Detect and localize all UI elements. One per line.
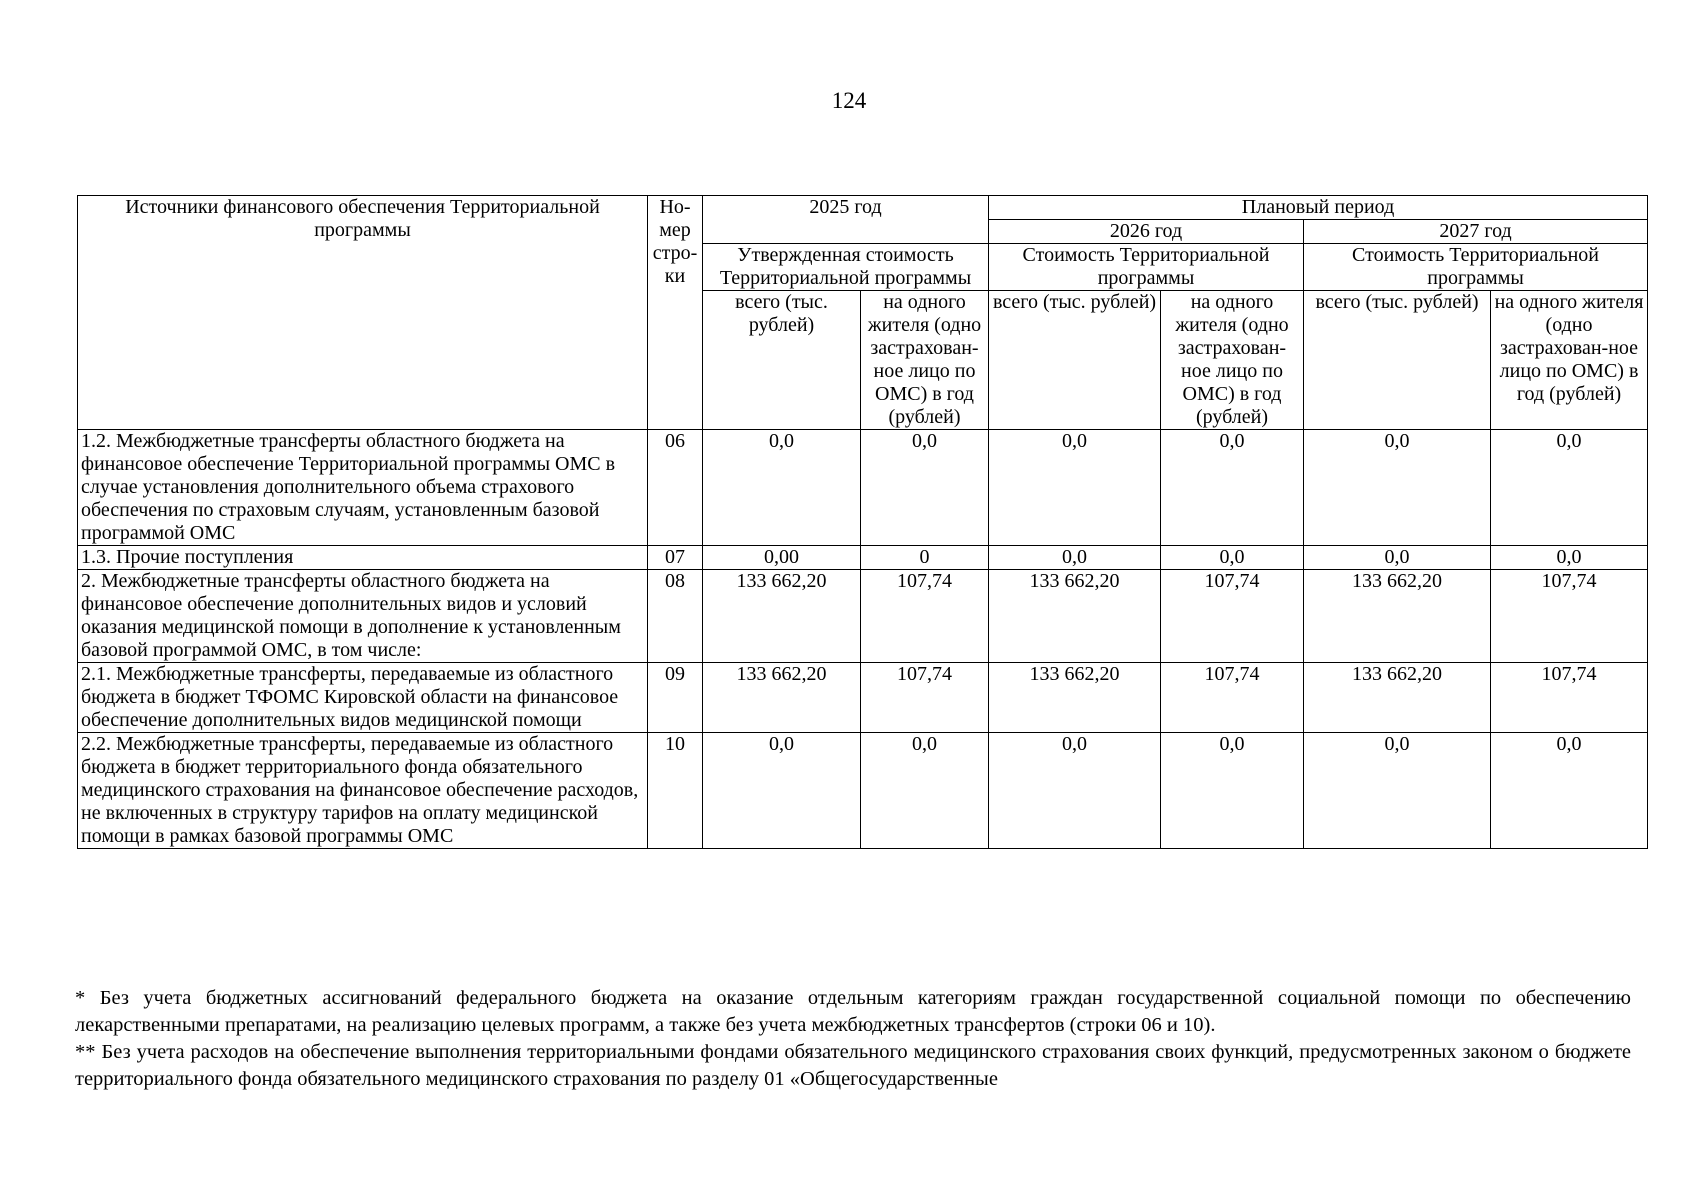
value-per-capita-2026: 107,74 [1161, 570, 1304, 663]
value-total-2025: 0,0 [703, 733, 861, 849]
header-source: Источники финансового обеспечения Территориальной программы [78, 196, 648, 430]
value-total-2027: 133 662,20 [1304, 570, 1491, 663]
value-total-2026: 133 662,20 [989, 663, 1161, 733]
page-number: 124 [831, 88, 867, 113]
value-total-2026: 0,0 [989, 546, 1161, 570]
header-total-2026: всего (тыс. рублей) [989, 291, 1161, 430]
value-total-2027: 0,0 [1304, 733, 1491, 849]
value-per-capita-2027: 107,74 [1491, 663, 1648, 733]
value-per-capita-2027: 107,74 [1491, 570, 1648, 663]
header-year-2026: 2026 год [989, 220, 1304, 244]
row-source: 1.2. Межбюджетные трансферты областного бюджета на финансовое обеспечение Территориальной программы ОМС в случае установления дополнительного объема страхового обеспечения по страховым случаям, установленным базовой программой ОМС [78, 430, 648, 546]
value-total-2025: 133 662,20 [703, 570, 861, 663]
value-per-capita-2025: 107,74 [861, 570, 989, 663]
table-row [78, 546, 1648, 570]
header-program-cost-2026: Стоимость Территориальной программы [989, 244, 1304, 291]
header-approved-cost: Утвержденная стоимость Территориальной программы [703, 244, 989, 291]
value-per-capita-2025: 0,0 [861, 430, 989, 546]
value-total-2025: 0,0 [703, 430, 861, 546]
value-per-capita-2025: 0 [861, 546, 989, 570]
value-total-2027: 0,0 [1304, 430, 1491, 546]
value-total-2025: 0,00 [703, 546, 861, 570]
value-per-capita-2026: 0,0 [1161, 733, 1304, 849]
value-per-capita-2027: 0,0 [1491, 430, 1648, 546]
row-number: 08 [648, 570, 703, 663]
footnote-2: ** Без учета расходов на обеспечение выполнения территориальными фондами обязательного медицинского страхования своих функций, предусмотренных законом о бюджете территориального фонда обязательного медицинского страхования по разделу 01 «Общегосударственные [75, 1041, 1631, 1090]
header-per-capita-2026: на одного жителя (одно застрахован-ное лицо по ОМС) в год (рублей) [1161, 291, 1304, 430]
table-row [78, 733, 1648, 849]
header-program-cost-2027: Стоимость Территориальной программы [1304, 244, 1648, 291]
header-total-2027: всего (тыс. рублей) [1304, 291, 1491, 430]
table-row [78, 570, 1648, 663]
value-per-capita-2026: 0,0 [1161, 430, 1304, 546]
value-total-2026: 0,0 [989, 430, 1161, 546]
value-total-2027: 133 662,20 [1304, 663, 1491, 733]
row-source: 1.3. Прочие поступления [78, 546, 648, 570]
header-year-2025: 2025 год [703, 196, 989, 244]
financing-table [77, 195, 1648, 849]
row-source: 2.2. Межбюджетные трансферты, передаваемые из областного бюджета в бюджет территориального фонда обязательного медицинского страхования на финансовое обеспечение расходов, не включенных в структуру тарифов на оплату медицинской помощи в рамках базовой программы ОМС [78, 733, 648, 849]
footnotes [75, 985, 1631, 1093]
value-per-capita-2027: 0,0 [1491, 733, 1648, 849]
footnote-1: * Без учета бюджетных ассигнований федерального бюджета на оказание отдельным категориям граждан государственной социальной помощи по обеспечению лекарственными препаратами, на реализацию целевых программ, а также без учета межбюджетных трансфертов (строки 06 и 10). [75, 987, 1631, 1036]
header-per-capita-2027: на одного жителя (одно застрахован-ное лицо по ОМС) в год (рублей) [1491, 291, 1648, 430]
header-row-number: Но-мер стро-ки [648, 196, 703, 430]
row-source: 2. Межбюджетные трансферты областного бюджета на финансовое обеспечение дополнительных видов и условий оказания медицинской помощи в дополнение к установленным базовой программой ОМС, в том числе: [78, 570, 648, 663]
value-total-2025: 133 662,20 [703, 663, 861, 733]
value-total-2026: 0,0 [989, 733, 1161, 849]
value-per-capita-2025: 107,74 [861, 663, 989, 733]
row-number: 06 [648, 430, 703, 546]
value-total-2027: 0,0 [1304, 546, 1491, 570]
value-per-capita-2026: 107,74 [1161, 663, 1304, 733]
header-total-2025: всего (тыс. рублей) [703, 291, 861, 430]
table-row [78, 663, 1648, 733]
header-year-2027: 2027 год [1304, 220, 1648, 244]
header-per-capita-2025: на одного жителя (одно застрахован-ное лицо по ОМС) в год (рублей) [861, 291, 989, 430]
value-per-capita-2025: 0,0 [861, 733, 989, 849]
value-per-capita-2026: 0,0 [1161, 546, 1304, 570]
value-total-2026: 133 662,20 [989, 570, 1161, 663]
table-row [78, 430, 1648, 546]
row-number: 09 [648, 663, 703, 733]
header-planning-period: Плановый период [989, 196, 1648, 220]
value-per-capita-2027: 0,0 [1491, 546, 1648, 570]
row-number: 07 [648, 546, 703, 570]
row-number: 10 [648, 733, 703, 849]
row-source: 2.1. Межбюджетные трансферты, передаваемые из областного бюджета в бюджет ТФОМС Кировской области на финансовое обеспечение дополнительных видов медицинской помощи [78, 663, 648, 733]
